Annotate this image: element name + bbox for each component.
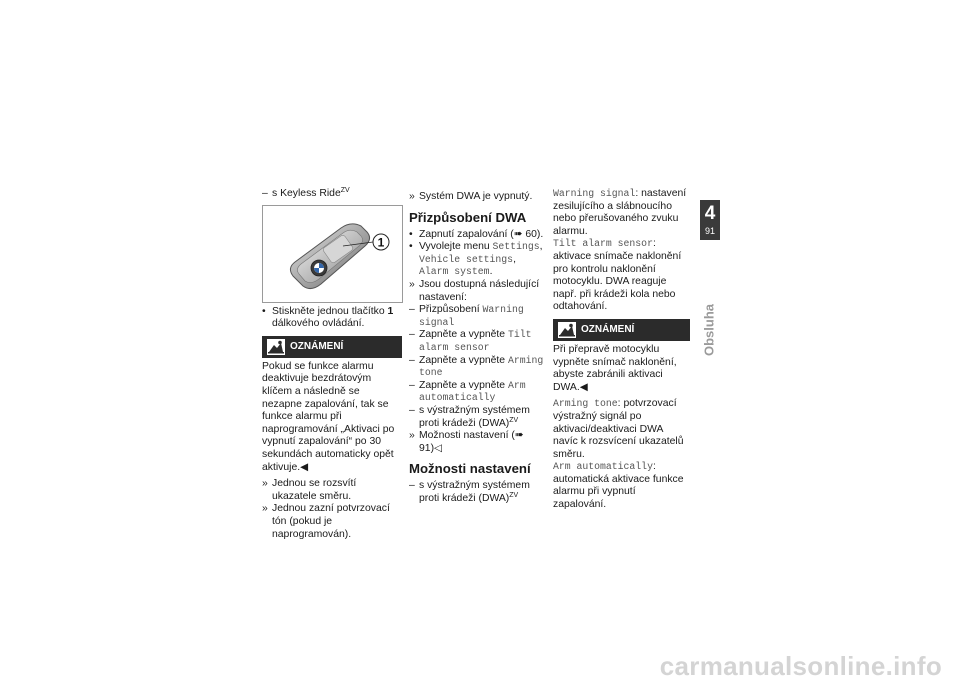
key-fob-illustration [262,205,403,303]
end-mark: ◀ [579,381,588,393]
result-item: » Jednou se rozsvítí ukazatele směru. [262,478,357,502]
result-item: » Možnosti nastavení (➠ 91)◁ [409,430,524,454]
result-item: » Jednou zazní potvrzovací tón (pokud je naprogramován). [262,503,390,540]
notice-icon [558,322,576,338]
option-item: – Přizpůsobení Warning signal [409,304,524,328]
key-fob-icon [263,206,402,302]
end-mark: ◀ [300,461,309,473]
callout-1-label: 1 [377,235,385,250]
page-ref-link[interactable]: ➠ 60 [513,228,537,240]
bullet-marker: • [262,305,266,317]
option-item: – Zapněte a vypněte Arm automatically [409,379,526,404]
tilt-sensor-desc: Tilt alarm sensor: aktivace snímače naklonění pro kontrolu naklonění motocyklu. DWA reaguje např. při krádeži kola nebo odtahování. [553,238,682,313]
notice-label: OZNÁMENÍ [581,323,635,335]
option-item: – Zapněte a vypněte Arming tone [409,354,544,379]
section-heading-customize-dwa: Přizpůsobení DWA [409,209,527,225]
result-item: » Jsou dostupná následující nastavení: [409,278,540,303]
page-ref-link[interactable]: ➠ 91 [419,430,524,454]
column-2 [409,191,547,505]
option-item: – Zapněte a vypněte Tilt alarm sensor [409,329,532,353]
keyless-sup: ZV [340,187,350,194]
step-menu: • Vyvolejte menu Settings, Vehicle settings, Alarm system. [409,241,543,278]
notice-text: Pokud se funkce alarmu deaktivuje bezdrátovým klíčem a následně se nezapne zapalování, tak se funkce alarmu při naprogramování „Aktivaci po vypnutí zapalování“ po 30 sekundách automaticky opět aktivuje.◀ [262,360,395,473]
column-3 [553,188,690,512]
notice-text: Při přepravě motocyklu vypněte snímač naklonění, abyste zabránili aktivaci DWA.◀ [553,343,677,393]
continue-mark: ◁ [434,442,443,454]
result-item: » Systém DWA je vypnutý. [409,191,533,202]
watermark: carmanualsonline.info [659,651,942,681]
section-heading-setting-options: Možnosti nastavení [409,461,531,477]
notice-banner [262,336,402,358]
notice-banner [553,319,690,341]
warning-signal-desc: Warning signal: nastavení zesilujícího a slábnoucího nebo přerušovaného zvuku alarmu. [553,188,687,237]
chapter-number: 4 [704,203,716,224]
press-button-step: • Stiskněte jednou tlačítko 1 dálkového ovládání. [262,305,394,330]
keyless-item [262,188,402,201]
arming-tone-desc: Arming tone: potvrzovací výstražný signál po aktivaci/deaktivaci DWA navíc k rozsvícení ukazatelů směru. [553,398,684,460]
step-ignition: • Zapnutí zapalování (➠ 60). [409,228,544,240]
page-number: 91 [704,226,715,236]
chapter-tab [700,200,720,240]
keyless-text: s Keyless Ride [272,188,341,199]
arm-auto-desc: Arm automatically: automatická aktivace funkce alarmu při vypnutí zapalování. [553,461,684,511]
option-item: – s výstražným systémem proti krádeži (DWA)$^{ZV}$ [409,480,530,504]
side-label: Obsluha [701,303,717,357]
notice-icon [267,339,285,355]
dash-marker: – [262,188,268,199]
option-item: – s výstražným systémem proti krádeži (DWA)$^{ZV}$ [409,404,530,429]
column-1 [262,188,402,541]
notice-label: OZNÁMENÍ [290,340,344,352]
